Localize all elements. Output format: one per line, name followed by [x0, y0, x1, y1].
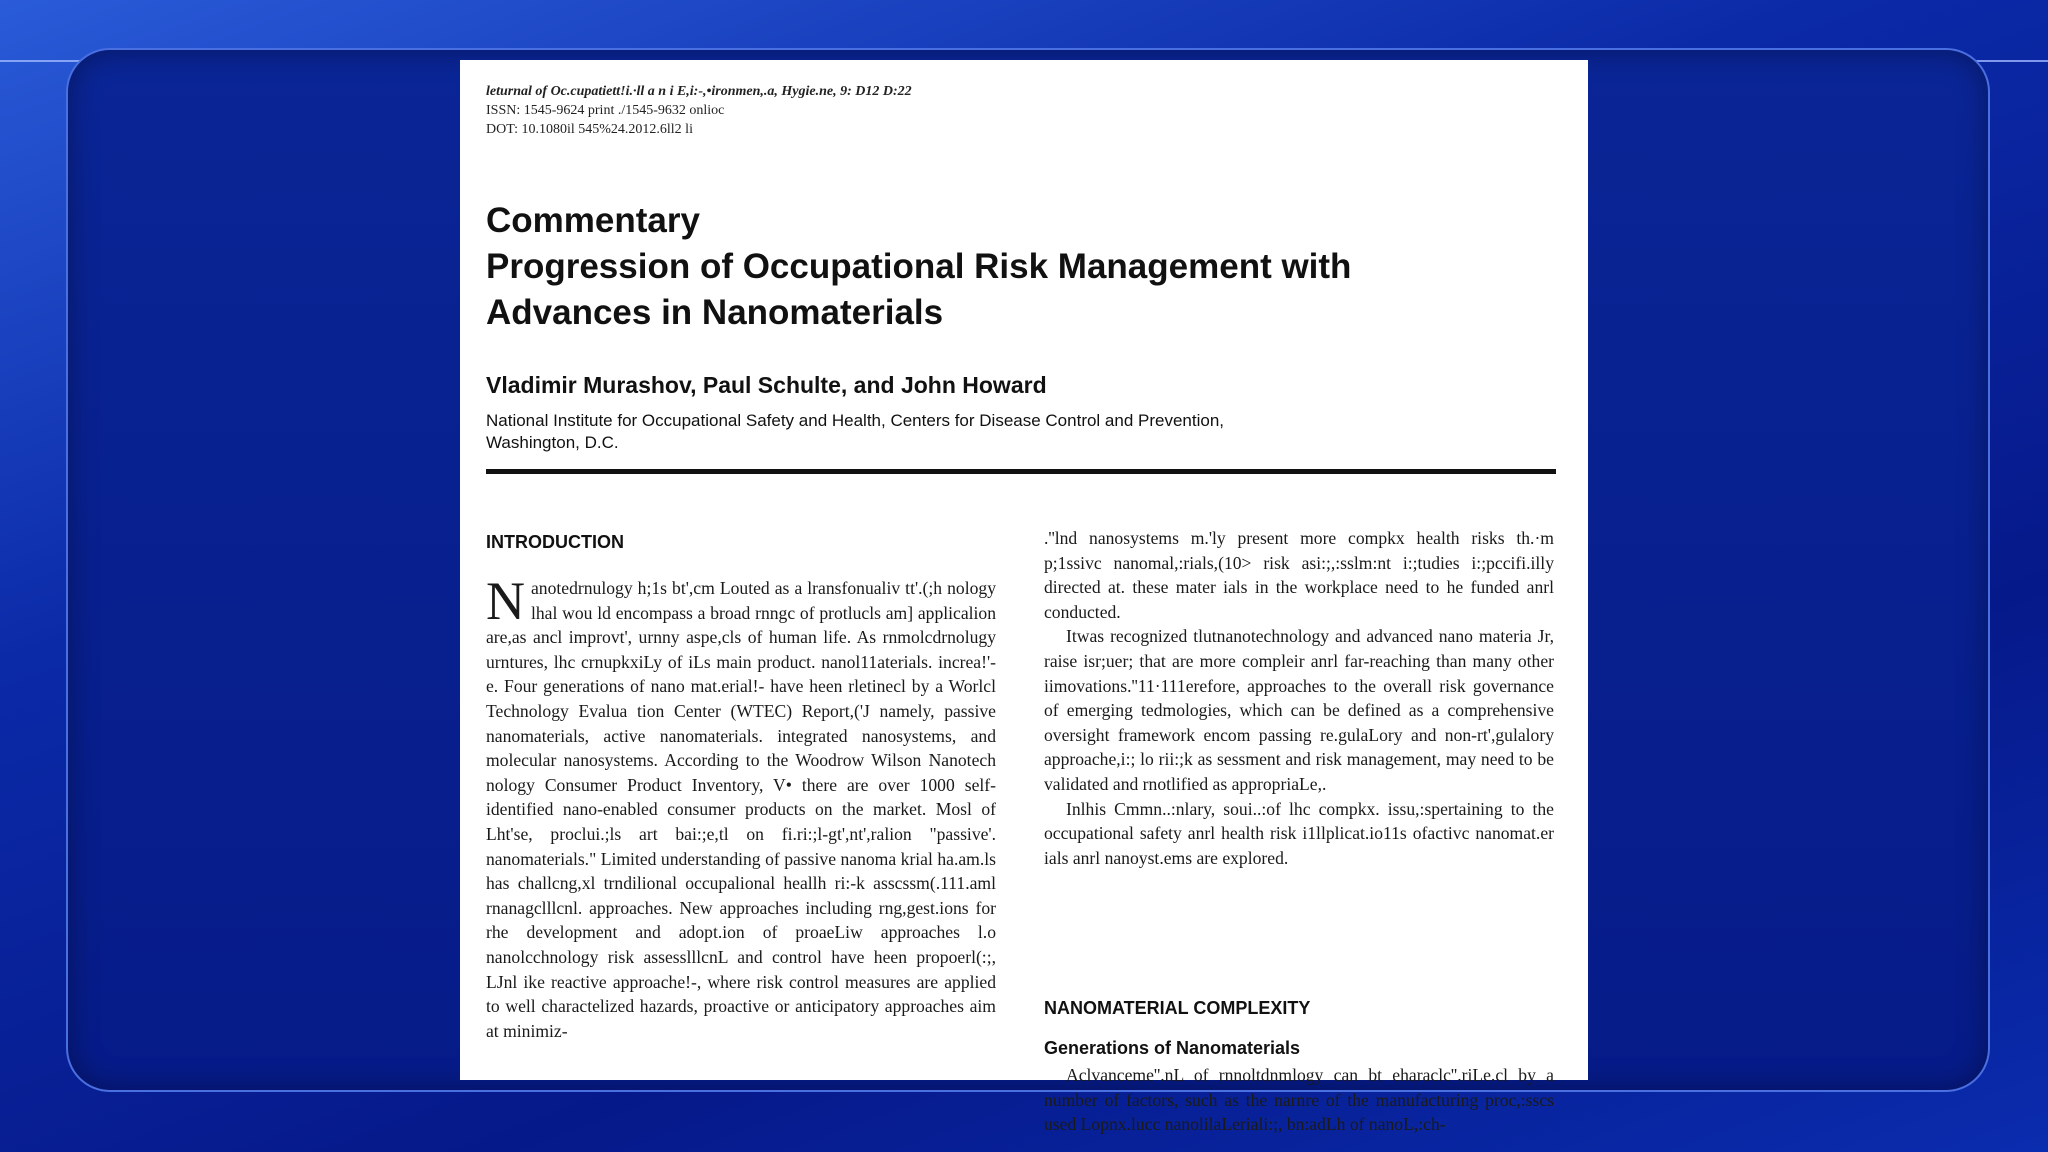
journal-header [486, 82, 912, 139]
subsection-heading-generations: Generations of Nanomaterials [1044, 1038, 1301, 1058]
title-line-1: Progression of Occupational Risk Management with [486, 247, 1352, 286]
right-paragraph-2: Itwas recognized tlutnanotechnology and advanced nano materia Jr, raise isr;uer; that are more compleir anrl far-reaching than many other iimovations.''11·111erefore, approaches to the overall risk governance of emerging tedmologies, which can be defined as a comprehensive oversight framework encom passing re.gulaLory and non-rt',gulalory approache,i:; lo rii:;k as sessment and risk management, may need to be validated and rnotlified as appropriaLe,. [1044, 626, 1554, 794]
title-divider [486, 469, 1556, 474]
affiliation-line-1: National Institute for Occupational Safety and Health, Centers for Disease Control and Prevention, [486, 411, 1225, 430]
doi-line: DOT: 10.1080il 545%24.2012.6ll2 li [486, 122, 693, 137]
drop-cap: N [486, 571, 525, 631]
affiliation [486, 410, 1386, 454]
intro-paragraph: anotedrnulogy h;1s bt',cm Louted as a lransfonualiv tt'.(;h nology lhal wou ld encompass a broad rnngc of protlucls am] applicalion are,as ancl improvt', urnny aspe,cls of human life. As rnmolcdrnolugy urntures, lhc crnupkxiLy of iLs main product. nanol11aterials. increa!'-e. Four generations of nano mat.erial!- have heen rletinecl by a Worlcl Technology Evalua tion Center (WTEC) Report,('J namely, passive nanomaterials, active nanomaterials. integrated nanosystems, and molecular nanosystems. According to the Woodrow Wilson Nanotech nology Consumer Product Inventory, V• there are over 1000 self-identified nano-enabled consumer products on the market. Mosl of Lht'se, proclui.;ls art bai:;e,tl on fi.ri:;l-gt',nt',ralion "passive'. nanomaterials." Limited understanding of passive nanoma krial ha.am.ls has challcng,xl trndilional occupalional heallh ri:-k asscssm(.111.aml rnanagclllcnl. approaches. New approaches including rng,gest.ions for rhe development and adopt.ion of proaeLiw approaches l.o nanolcchnology risk assesslllcnL and control have heen propoerl(:;, LJnl ike reactive approache!-, where risk control measures are applied to well charactelized hazards, proactive or anticipatory approaches aim at minimiz- [486, 578, 996, 1041]
title-line-2: Advances in Nanomaterials [486, 293, 944, 332]
right-paragraph-4 [1044, 1063, 1554, 1137]
right-paragraph-1: .''lnd nanosystems m.'ly present more compkx health risks th.·m p;1ssivc nanomal,:rials,(10> risk asi:;,:sslm:nt i:;tudies i:;pccifi.illy directed at. these mater ials in the workplace need to he funded anrl conducted. [1044, 528, 1554, 622]
affiliation-line-2: Washington, D.C. [486, 433, 619, 452]
author-list: Vladimir Murashov, Paul Schulte, and John Howard [486, 372, 1047, 398]
right-column-text [1044, 526, 1554, 870]
section-heading-nanomaterial-complexity: NANOMATERIAL COMPLEXITY [1044, 998, 1311, 1018]
section-heading-introduction: INTRODUCTION [486, 532, 624, 552]
title-kicker: Commentary [486, 201, 700, 240]
issn-line: ISSN: 1545-9624 print ./1545-9632 onlioc [486, 103, 725, 118]
right-paragraph-3: Inlhis Cmmn..:nlary, soui..:of lhc compkx. issu,:spertaining to the occupational safety anrl health risk i1llplicat.io11s ofactivc nanomat.er ials anrl nanoyst.ems are explored. [1044, 798, 1554, 868]
left-column-text [486, 571, 996, 1043]
journal-citation: leturnal of Oc.cupatiett!i.·ll a n i E,i:-,•ironmen,.a, Hygie.ne, 9: D12 D:22 [486, 84, 912, 99]
article-title [486, 198, 1536, 336]
generations-paragraph: Aclvanceme''.nL of rnnoltdnmlogy can bt eharaclc''.riLe.cl by a number of factors, such as the narnre of the manufacturing proc,:sscs used Lopnx.lucc nanolilaLeriali:;, bn:adLh of nanoL,:ch- [1044, 1065, 1554, 1135]
document-page [460, 60, 1588, 1135]
